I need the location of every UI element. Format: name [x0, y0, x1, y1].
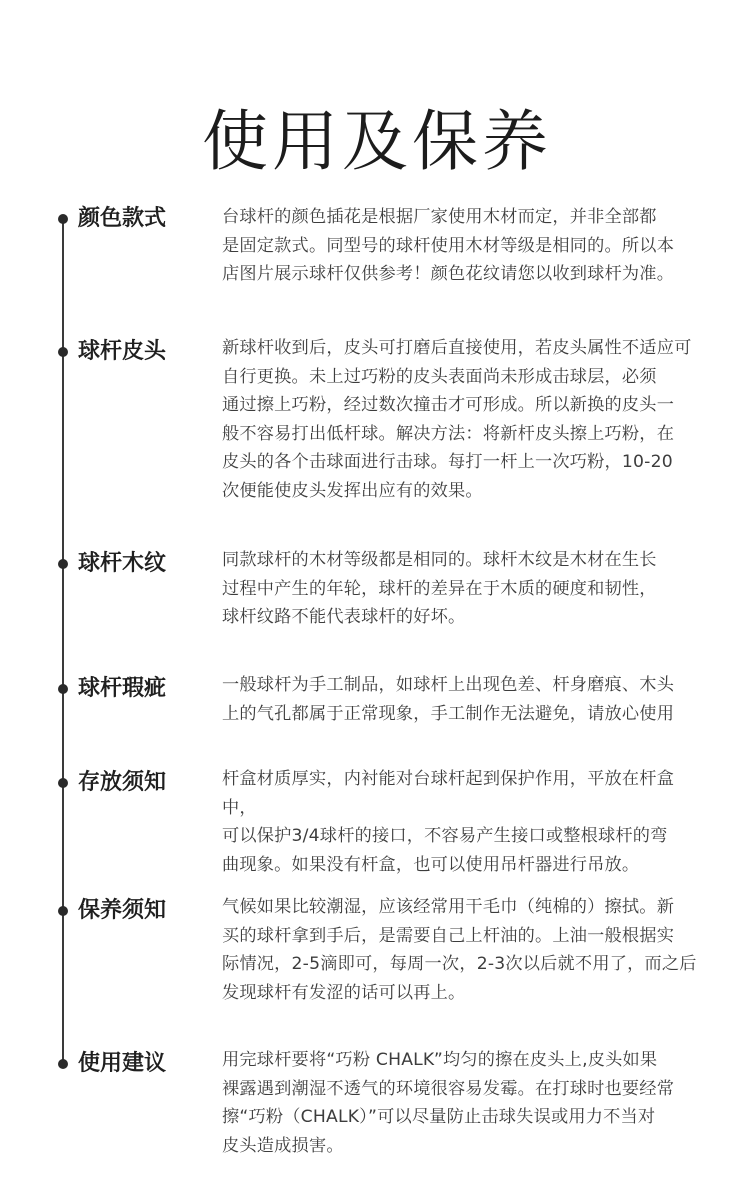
timeline-dot — [58, 559, 68, 569]
section-heading: 使用建议 — [78, 1051, 167, 1076]
section-body: 用完球杆要将“巧粉 CHALK”均匀的擦在皮头上,皮头如果 裸露遇到潮湿不透气的环境很容易发霉。在打球时也要经常 擦“巧粉（CHALK）”可以尽量防止击球失误或用力不当对 皮头造成损害。 — [222, 1050, 675, 1156]
section-heading: 存放须知 — [78, 770, 167, 795]
section-heading: 颜色款式 — [78, 206, 167, 231]
section-body: 气候如果比较潮湿，应该经常用干毛巾（纯棉的）擦拭。新 买的球杆拿到手后，是需要自己上杆油的。上油一般根据实 际情况，2-5滴即可，每周一次，2-3次以后就不用了，而之后 发现球杆有发涩的话可以再上。 — [222, 897, 697, 1003]
timeline-dot — [58, 347, 68, 357]
section-heading: 球杆皮头 — [78, 339, 167, 364]
timeline-dot — [58, 214, 68, 224]
section-body: 一般球杆为手工制品，如球杆上出现色差、杆身磨痕、木头 上的气孔都属于正常现象，手工制作无法避免，请放心使用 — [222, 675, 675, 724]
timeline-dot — [58, 684, 68, 694]
section-body: 杆盒材质厚实，内衬能对台球杆起到保护作用，平放在杆盒中， 可以保护3/4球杆的接口，不容易产生接口或整根球杆的弯 曲现象。如果没有杆盒，也可以使用吊杆器进行吊放。 — [222, 769, 675, 875]
section-body: 台球杆的颜色插花是根据厂家使用木材而定，并非全部都 是固定款式。同型号的球杆使用木材等级是相同的。所以本 店图片展示球杆仅供参考！颜色花纹请您以收到球杆为准。 — [222, 207, 675, 285]
timeline-dot — [58, 778, 68, 788]
section-heading: 保养须知 — [78, 898, 167, 923]
section-body: 同款球杆的木材等级都是相同的。球杆木纹是木材在生长 过程中产生的年轮，球杆的差异在于木质的硬度和韧性， 球杆纹路不能代表球杆的好坏。 — [222, 550, 657, 628]
section-heading: 球杆瑕疵 — [78, 676, 167, 701]
section-heading: 球杆木纹 — [78, 551, 167, 576]
section-body: 新球杆收到后，皮头可打磨后直接使用，若皮头属性不适应可 自行更换。未上过巧粉的皮头表面尚未形成击球层，必须 通过擦上巧粉，经过数次撞击才可形成。所以新换的皮头一 般不容易打出低杆球。解决方法：将新杆皮头擦上巧粉，在 皮头的各个击球面进行击球。每打一杆上一次巧粉，10-20 次便能使皮头发挥出应有的效果。 — [222, 338, 692, 501]
timeline-line — [62, 218, 64, 1066]
timeline-dot — [58, 906, 68, 916]
timeline-dot — [58, 1059, 68, 1069]
page-title: 使用及保养 — [202, 103, 552, 181]
